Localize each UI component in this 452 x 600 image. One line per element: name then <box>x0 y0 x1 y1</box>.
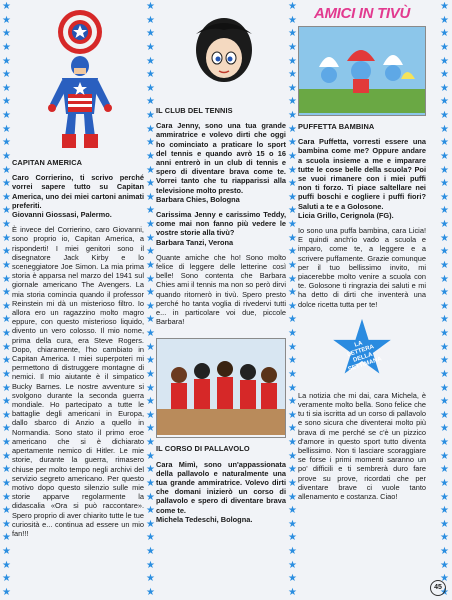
star-icon: ★ <box>288 300 297 312</box>
star-icon: ★ <box>2 518 11 530</box>
puffetta-reply: Io sono una puffa bambina, cara Licia! E quindi anch'io vado a scuola e imparo, come te, a leggere e a scrivere puffamente. Grazie comunque per il tuo bellissimo invito, mi piacerebbe molto venire a scuola con te. Golosone ti ringrazia dei saluti e mi ha detto di dirti che inventerà una dolce ricetta tutta per te! <box>298 226 426 309</box>
star-icon: ★ <box>2 464 11 476</box>
volleyball-illustration <box>156 338 286 438</box>
star-icon: ★ <box>146 368 155 380</box>
star-icon: ★ <box>146 341 155 353</box>
star-icon: ★ <box>288 69 297 81</box>
star-icon: ★ <box>2 559 11 571</box>
star-icon: ★ <box>440 164 449 176</box>
star-icon: ★ <box>288 137 297 149</box>
star-icon: ★ <box>146 287 155 299</box>
star-icon: ★ <box>440 178 449 190</box>
star-icon: ★ <box>2 273 11 285</box>
star-icon: ★ <box>440 586 449 598</box>
star-icon: ★ <box>440 259 449 271</box>
star-icon: ★ <box>2 341 11 353</box>
star-icon: ★ <box>440 287 449 299</box>
star-icon: ★ <box>440 55 449 67</box>
star-icon: ★ <box>288 14 297 26</box>
star-icon: ★ <box>146 28 155 40</box>
star-border-left <box>2 2 11 598</box>
star-icon: ★ <box>440 123 449 135</box>
star-icon: ★ <box>2 437 11 448</box>
star-icon: ★ <box>288 273 297 285</box>
star-icon: ★ <box>146 355 155 367</box>
star-icon: ★ <box>146 259 155 271</box>
star-icon: ★ <box>288 477 297 489</box>
star-icon: ★ <box>2 123 11 135</box>
star-icon: ★ <box>146 491 155 503</box>
star-icon: ★ <box>288 491 297 503</box>
star-icon: ★ <box>440 246 449 258</box>
tennis-second-letter: Carissima Jenny e carissimo Teddy, come mai non fanno più vedere le vostre storie alla tivù? Barbara Tanzi, Verona <box>156 210 286 247</box>
star-icon: ★ <box>2 300 11 312</box>
star-icon: ★ <box>2 368 11 380</box>
star-icon: ★ <box>440 110 449 121</box>
star-icon: ★ <box>440 300 449 312</box>
star-icon: ★ <box>2 314 11 326</box>
star-icon: ★ <box>2 491 11 503</box>
star-icon: ★ <box>440 273 449 285</box>
star-icon: ★ <box>440 150 449 162</box>
star-icon: ★ <box>440 546 449 557</box>
star-icon: ★ <box>2 532 11 544</box>
star-icon: ★ <box>2 82 11 94</box>
page-number: 45 <box>430 580 446 596</box>
star-icon: ★ <box>2 477 11 489</box>
puffetta-heading: PUFFETTA BAMBINA <box>298 122 375 131</box>
star-icon: ★ <box>440 477 449 489</box>
letter-of-the-week-badge <box>332 319 392 379</box>
star-icon: ★ <box>146 546 155 557</box>
star-icon: ★ <box>288 341 297 353</box>
star-icon: ★ <box>288 55 297 67</box>
star-icon: ★ <box>2 423 11 435</box>
star-icon: ★ <box>146 559 155 571</box>
star-icon: ★ <box>2 41 11 53</box>
star-icon: ★ <box>288 2 297 12</box>
star-icon: ★ <box>146 2 155 12</box>
star-icon: ★ <box>440 137 449 149</box>
page-title: AMICI IN TIVÙ <box>313 5 411 22</box>
tennis-second-signature: Barbara Tanzi, Verona <box>156 237 234 247</box>
tennis-club-illustration <box>156 4 286 96</box>
star-icon: ★ <box>288 314 297 326</box>
star-icon: ★ <box>288 246 297 258</box>
star-icon: ★ <box>146 396 155 408</box>
star-icon: ★ <box>2 450 11 462</box>
volley-heading: IL CORSO DI PALLAVOLO <box>156 444 250 454</box>
star-icon: ★ <box>2 137 11 149</box>
star-icon: ★ <box>288 328 297 339</box>
star-icon: ★ <box>146 423 155 435</box>
star-icon: ★ <box>440 341 449 353</box>
star-icon: ★ <box>146 300 155 312</box>
star-icon: ★ <box>440 205 449 217</box>
star-icon: ★ <box>2 219 11 230</box>
tennis-signature: Barbara Chies, Bologna <box>156 194 240 204</box>
star-icon: ★ <box>440 368 449 380</box>
star-icon: ★ <box>288 437 297 448</box>
star-icon: ★ <box>146 518 155 530</box>
column-tennis-volley <box>156 4 286 594</box>
star-icon: ★ <box>288 287 297 299</box>
star-icon: ★ <box>2 96 11 108</box>
star-icon: ★ <box>288 82 297 94</box>
star-icon: ★ <box>146 532 155 544</box>
star-icon: ★ <box>146 191 155 203</box>
star-icon: ★ <box>2 409 11 421</box>
star-border-middle-right <box>288 2 297 598</box>
star-icon: ★ <box>288 355 297 367</box>
star-icon: ★ <box>146 586 155 598</box>
star-icon: ★ <box>288 450 297 462</box>
star-icon: ★ <box>146 205 155 217</box>
star-icon: ★ <box>146 14 155 26</box>
star-icon: ★ <box>2 55 11 67</box>
star-icon: ★ <box>440 505 449 517</box>
star-icon: ★ <box>440 328 449 339</box>
star-icon: ★ <box>440 491 449 503</box>
star-icon: ★ <box>146 382 155 394</box>
star-icon: ★ <box>2 205 11 217</box>
star-icon: ★ <box>146 450 155 462</box>
tennis-letter: Cara Jenny, sono una tua grande ammiratrice e volevo dirti che oggi ho cominciato a praticare lo sport del tennis e quando avrò 15 o 16 anni entrerò in un club di tennis e spero di diventare brava come te. Vorrei tanto che tu riapparissi alla televisione molto presto. Barbara Chies, Bologna <box>156 121 286 204</box>
star-icon: ★ <box>440 450 449 462</box>
star-icon: ★ <box>440 532 449 544</box>
star-icon: ★ <box>440 191 449 203</box>
star-icon: ★ <box>440 382 449 394</box>
star-icon: ★ <box>440 96 449 108</box>
star-icon: ★ <box>146 96 155 108</box>
star-icon: ★ <box>146 219 155 230</box>
star-icon: ★ <box>440 28 449 40</box>
star-icon: ★ <box>288 205 297 217</box>
star-icon: ★ <box>440 355 449 367</box>
star-icon: ★ <box>440 437 449 448</box>
captain-america-reply: È invece del Corrierino, caro Giovanni, sono proprio io, Capitan America, a risponderti! I miei genitori sono il disegnatore Jack Kirby e lo sceneggiatore Joe Simon. La mia prima storia è apparsa nel marzo del 1941 sul giornale americano The Avengers. La mia storia comincia quando il professor Reinstein mi dà un misterioso filtro. Io allora ero un ragazzino molto magro eppure, con questo misterioso liquido, divento un vero colosso. Il mio nome, prima della cura, era Steve Rogers. Dopo, chiaramente, l'ho cambiato in Capitan America. I miei superpoteri mi permettono di distruggere montagne di nemici. Il mio aiutante è il simpatico Bucky Barnes. Le nostre avventure si svolgono durante la seconda guerra mondiale. Ho partecipato a tutte le battaglie degli americani in Europa, dallo sbarco di Anzio a quello in Normandia. Sono stato il primo eroe americano che si è dichiarato apertamente nemico di Hitler. Le mie storie, durante la guerra, rimasero chiuse per molto tempo negli archivi del servizio segreto americano. Per questo motivo dopo questo silenzio sulle mie storie apparve regolarmente la didascalia «Ora si può raccontare». Spero proprio di aver chiarito tutte le tue curiosità e... continua ad essere un mio fan!!! <box>12 225 144 538</box>
star-icon: ★ <box>2 232 11 244</box>
star-icon: ★ <box>288 368 297 380</box>
star-icon: ★ <box>146 409 155 421</box>
volley-signature: Michela Tedeschi, Bologna. <box>156 514 253 524</box>
star-icon: ★ <box>146 314 155 326</box>
star-icon: ★ <box>440 232 449 244</box>
star-icon: ★ <box>146 123 155 135</box>
star-icon: ★ <box>288 219 297 230</box>
star-icon: ★ <box>440 573 449 585</box>
star-icon: ★ <box>288 586 297 598</box>
star-icon: ★ <box>440 464 449 476</box>
star-icon: ★ <box>288 532 297 544</box>
star-icon: ★ <box>146 437 155 448</box>
star-icon: ★ <box>440 82 449 94</box>
captain-america-letter: Caro Corrierino, ti scrivo perché vorrei sapere tutto su Capitan America, uno dei miei cartoni animati preferiti. Giovanni Giossasi, Palermo. <box>12 173 144 220</box>
star-icon: ★ <box>440 396 449 408</box>
star-icon: ★ <box>288 396 297 408</box>
star-icon: ★ <box>440 14 449 26</box>
star-icon: ★ <box>146 82 155 94</box>
badge-label: LA LETTERA DELLA SETTIMANA <box>346 340 383 373</box>
star-border-right <box>440 2 449 598</box>
star-icon: ★ <box>2 573 11 585</box>
star-icon: ★ <box>146 55 155 67</box>
star-icon: ★ <box>2 355 11 367</box>
star-icon: ★ <box>440 41 449 53</box>
star-icon: ★ <box>146 273 155 285</box>
star-icon: ★ <box>288 382 297 394</box>
star-icon: ★ <box>288 259 297 271</box>
star-border-middle-left <box>146 2 155 598</box>
star-icon: ★ <box>288 41 297 53</box>
star-icon: ★ <box>146 328 155 339</box>
star-icon: ★ <box>2 586 11 598</box>
star-icon: ★ <box>288 464 297 476</box>
star-icon: ★ <box>146 164 155 176</box>
star-icon: ★ <box>288 164 297 176</box>
star-icon: ★ <box>2 287 11 299</box>
star-icon: ★ <box>2 28 11 40</box>
star-icon: ★ <box>146 69 155 81</box>
star-icon: ★ <box>2 178 11 190</box>
star-icon: ★ <box>288 505 297 517</box>
star-icon: ★ <box>2 328 11 339</box>
captain-america-signature: Giovanni Giossasi, Palermo. <box>12 210 112 220</box>
puffetta-letter: Cara Puffetta, vorresti essere una bambina come me? Oppure andare a scuola insieme a me e imparare tutte le cose belle della scuola? Poi se vuoi rimanere con i miei puffi non ti forzo. Ti piace saltellare nei puffi boschi e cogliere i puffi fiori? Saluti a te e a Golosone. Licia Grillo, Cerignola (FG). <box>298 137 426 220</box>
star-icon: ★ <box>2 546 11 557</box>
star-icon: ★ <box>2 2 11 12</box>
star-icon: ★ <box>440 2 449 12</box>
star-icon: ★ <box>2 150 11 162</box>
star-icon: ★ <box>288 559 297 571</box>
star-icon: ★ <box>440 518 449 530</box>
star-icon: ★ <box>288 232 297 244</box>
star-icon: ★ <box>440 69 449 81</box>
star-icon: ★ <box>146 150 155 162</box>
star-icon: ★ <box>288 546 297 557</box>
star-icon: ★ <box>288 518 297 530</box>
captain-america-heading: CAPITAN AMERICA <box>12 158 83 167</box>
star-icon: ★ <box>146 464 155 476</box>
star-icon: ★ <box>146 477 155 489</box>
tennis-heading: IL CLUB DEL TENNIS <box>156 106 233 115</box>
star-icon: ★ <box>146 137 155 149</box>
star-icon: ★ <box>288 191 297 203</box>
star-icon: ★ <box>440 219 449 230</box>
star-icon: ★ <box>288 178 297 190</box>
star-icon: ★ <box>2 246 11 258</box>
star-icon: ★ <box>146 246 155 258</box>
column-captain-america <box>12 4 144 594</box>
volley-reply: La notizia che mi dai, cara Michela, è veramente molto bella. Sono felice che tu ti sia iscritta ad un corso di pallavolo e sono sicura che diventerai molto più brava di me perché se c'è un pizzico d'amore in questo sport tutto diventa bellissimo. Non ti lasciare scoraggiare se forse i primi momenti saranno un po' difficili e ti sembrerà duro fare prove su prove, ricordati che per diventare brave ci vuole tanto allenamento e costanza. Ciao! <box>298 390 426 502</box>
star-icon: ★ <box>288 409 297 421</box>
star-icon: ★ <box>2 505 11 517</box>
captain-america-illustration <box>12 4 144 156</box>
star-icon: ★ <box>2 382 11 394</box>
column-amici-in-tivu <box>298 4 426 594</box>
star-icon: ★ <box>146 505 155 517</box>
star-icon: ★ <box>288 110 297 121</box>
smurf-illustration <box>298 26 426 116</box>
star-icon: ★ <box>288 573 297 585</box>
star-icon: ★ <box>288 28 297 40</box>
star-icon: ★ <box>2 69 11 81</box>
star-icon: ★ <box>288 423 297 435</box>
volley-letter: Cara Mimì, sono un'appassionata della pallavolo e naturalmente una tua grande ammiratrice. Volevo dirti che domani inizierò un corso di pallavolo e spero di diventare brava come te. Michela Tedeschi, Bologna. <box>156 459 286 524</box>
star-icon: ★ <box>2 164 11 176</box>
star-icon: ★ <box>440 559 449 571</box>
star-icon: ★ <box>146 41 155 53</box>
star-icon: ★ <box>440 409 449 421</box>
star-icon: ★ <box>146 232 155 244</box>
star-icon: ★ <box>146 178 155 190</box>
star-icon: ★ <box>2 396 11 408</box>
star-icon: ★ <box>440 423 449 435</box>
star-icon: ★ <box>2 110 11 121</box>
puffetta-signature: Licia Grillo, Cerignola (FG). <box>298 210 394 220</box>
star-icon: ★ <box>2 14 11 26</box>
star-icon: ★ <box>440 314 449 326</box>
star-icon: ★ <box>288 150 297 162</box>
star-icon: ★ <box>2 191 11 203</box>
star-icon: ★ <box>146 110 155 121</box>
star-icon: ★ <box>2 259 11 271</box>
tennis-answer: Quante amiche che ho! Sono molto felice di leggere delle letterine così belle! Sono contenta che Barbara Chies ami il tennis ma non so però dirvi quando ritornerò in tivù. Spero presto perché ho tanta voglia di rivedervi tutti e... in particolare voi due, piccole Barbara! <box>156 252 286 327</box>
star-icon: ★ <box>146 573 155 585</box>
star-icon: ★ <box>288 96 297 108</box>
star-icon: ★ <box>288 123 297 135</box>
